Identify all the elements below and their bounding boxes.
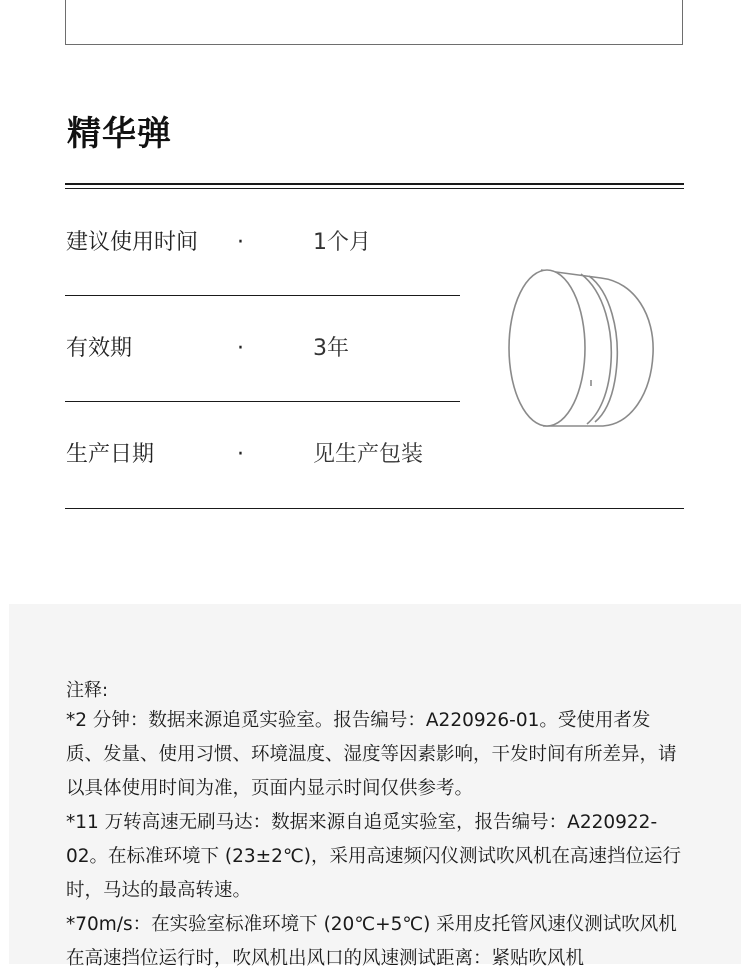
spec-label: 生产日期 xyxy=(66,442,155,467)
spec-row-usage-time xyxy=(65,215,460,271)
capsule-cartridge-icon xyxy=(503,262,663,434)
note-paragraph: *2 分钟：数据来源追觅实验室。报告编号：A220926-01。受使用者发质、发量、使用习惯、环境温度、湿度等因素影响，干发时间有所差异，请以具体使用时间为准，页面内显示时间仅供参考。 xyxy=(66,710,677,799)
spec-row-production-date xyxy=(65,427,460,483)
notes-title: 注释: xyxy=(66,680,109,701)
spec-label: 建议使用时间 xyxy=(66,230,199,255)
title-divider-bottom xyxy=(65,188,684,189)
section-title: 精华弹 xyxy=(67,114,172,154)
spec-separator: · xyxy=(237,230,244,255)
note-paragraph: *70m/s：在实验室标准环境下 (20℃+5℃) 采用皮托管风速仪测试吹风机在高速挡位运行时，吹风机出风口的风速测试距离：紧贴吹风机 xyxy=(66,914,677,969)
spec-separator: · xyxy=(237,442,244,467)
notes-body xyxy=(66,704,686,976)
spec-label: 有效期 xyxy=(66,336,133,361)
spec-value: 3年 xyxy=(313,336,349,361)
spec-value: 见生产包装 xyxy=(313,442,424,467)
note-paragraph: *11 万转高速无刷马达：数据来源自追觅实验室，报告编号：A220922-02。在标准环境下 (23±2℃)，采用高速频闪仪测试吹风机在高速挡位运行时，马达的最高转速。 xyxy=(66,812,681,901)
spec-value: 1个月 xyxy=(313,230,371,255)
table-bottom-divider xyxy=(65,508,684,509)
title-divider-top xyxy=(65,183,684,185)
row-divider xyxy=(65,401,460,402)
spec-row-shelf-life xyxy=(65,321,460,377)
top-content-box xyxy=(65,0,683,45)
spec-separator: · xyxy=(237,336,244,361)
row-divider xyxy=(65,295,460,296)
